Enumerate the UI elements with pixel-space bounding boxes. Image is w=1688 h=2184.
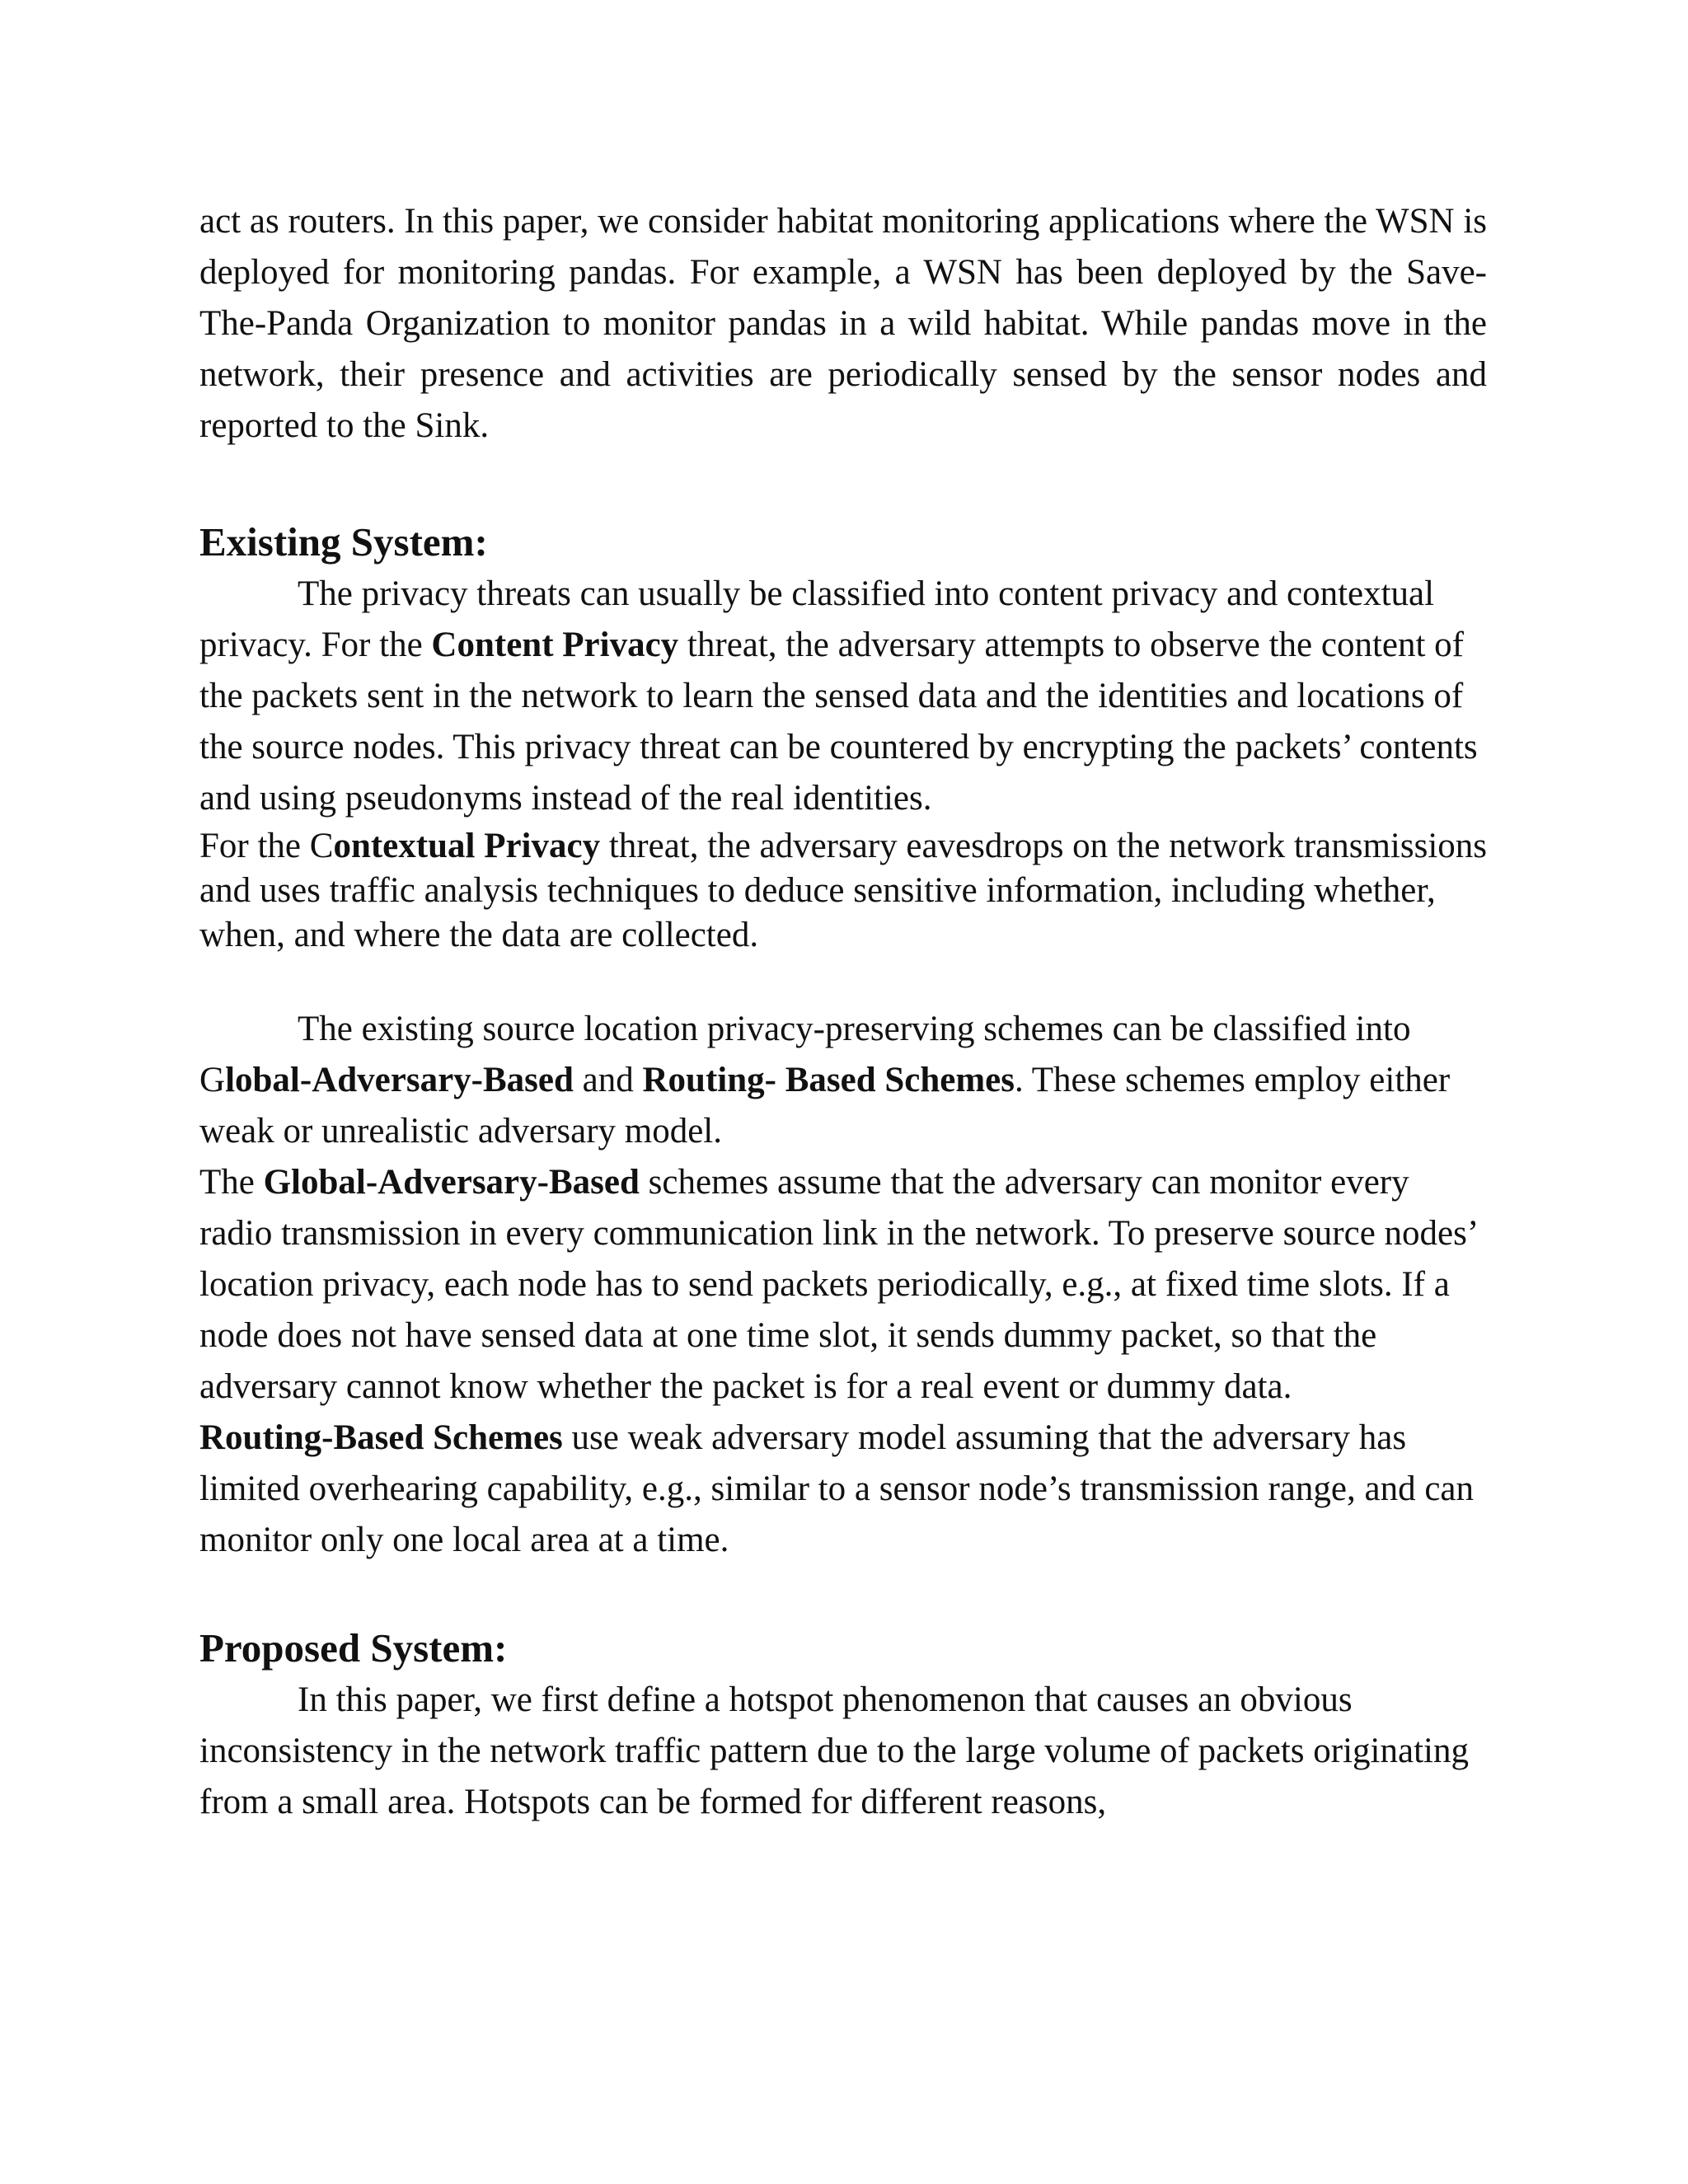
term-global-adversary-based: lobal-Adversary-Based [225,1061,574,1099]
existing-system-heading: Existing System: [199,519,488,565]
page-content [199,196,1487,1828]
intro-paragraph: act as routers. In this paper, we consider habitat monitoring applications where the WSN is deployed for monitoring pandas. For example, a WSN has been deployed by the Save-The-Panda Organization to monitor pandas in a wild habitat. While pandas move in the network, their presence and activities are periodically sensed by the sensor nodes and reported to the Sink. [199,202,1487,445]
term-contextual-privacy: ontextual Privacy [333,827,601,865]
term-content-privacy: Content Privacy [431,626,679,664]
term-routing-based-schemes: Routing- Based Schemes [642,1061,1015,1099]
existing-paragraph-global-adversary [199,1157,1487,1413]
term-global-adversary-based: Global-Adversary-Based [263,1163,640,1202]
existing-paragraph-contextual-privacy [199,824,1487,958]
existing-paragraph-content-privacy [199,569,1487,824]
text-run: The [199,1163,264,1202]
existing-paragraph-routing-based [199,1413,1487,1566]
text-run: The existing source location privacy-preserving schemes can be classified into G [199,1010,1411,1099]
text-run: For the C [199,827,334,865]
proposed-system-heading: Proposed System: [199,1625,508,1671]
proposed-paragraph: In this paper, we first define a hotspot phenomenon that causes an obvious inconsistency in the network traffic pattern due to the large volume of packets originating from a small area. Hotspots can be formed for different reasons, [199,1680,1469,1821]
text-run: and [573,1061,643,1099]
text-run: The privacy threats can usually be classified into content privacy and contextual privacy. For the [199,574,1435,664]
text-run: schemes assume that the adversary can monitor every radio transmission in every communication link in the network. To preserve source nodes’ location privacy, each node has to send packets periodically, e.g., at fixed time slots. If a node does not have sensed data at one time slot, it sends dummy packet, so that the adversary cannot know whether the packet is for a real event or dummy data. [199,1163,1476,1406]
term-routing-based-schemes: Routing-Based Schemes [199,1418,563,1457]
text-run: threat, the adversary attempts to observe the content of the packets sent in the network to learn the sensed data and the identities and locations of the source nodes. This privacy threat can be countered by encrypting the packets’ contents and using pseudonyms instead of the real identities. [199,626,1478,818]
existing-paragraph-schemes [199,1004,1487,1157]
text-run: threat, the adversary eavesdrops on the network transmissions and uses traffic analysis techniques to deduce sensitive information, including whether, when, and where the data are collected. [199,827,1487,954]
text-run: use weak adversary model assuming that the adversary has limited overhearing capability, e.g., similar to a sensor node’s transmission range, and can monitor only one local area at a time. [199,1418,1474,1559]
text-run: . These schemes employ either weak or unrealistic adversary model. [199,1061,1451,1151]
